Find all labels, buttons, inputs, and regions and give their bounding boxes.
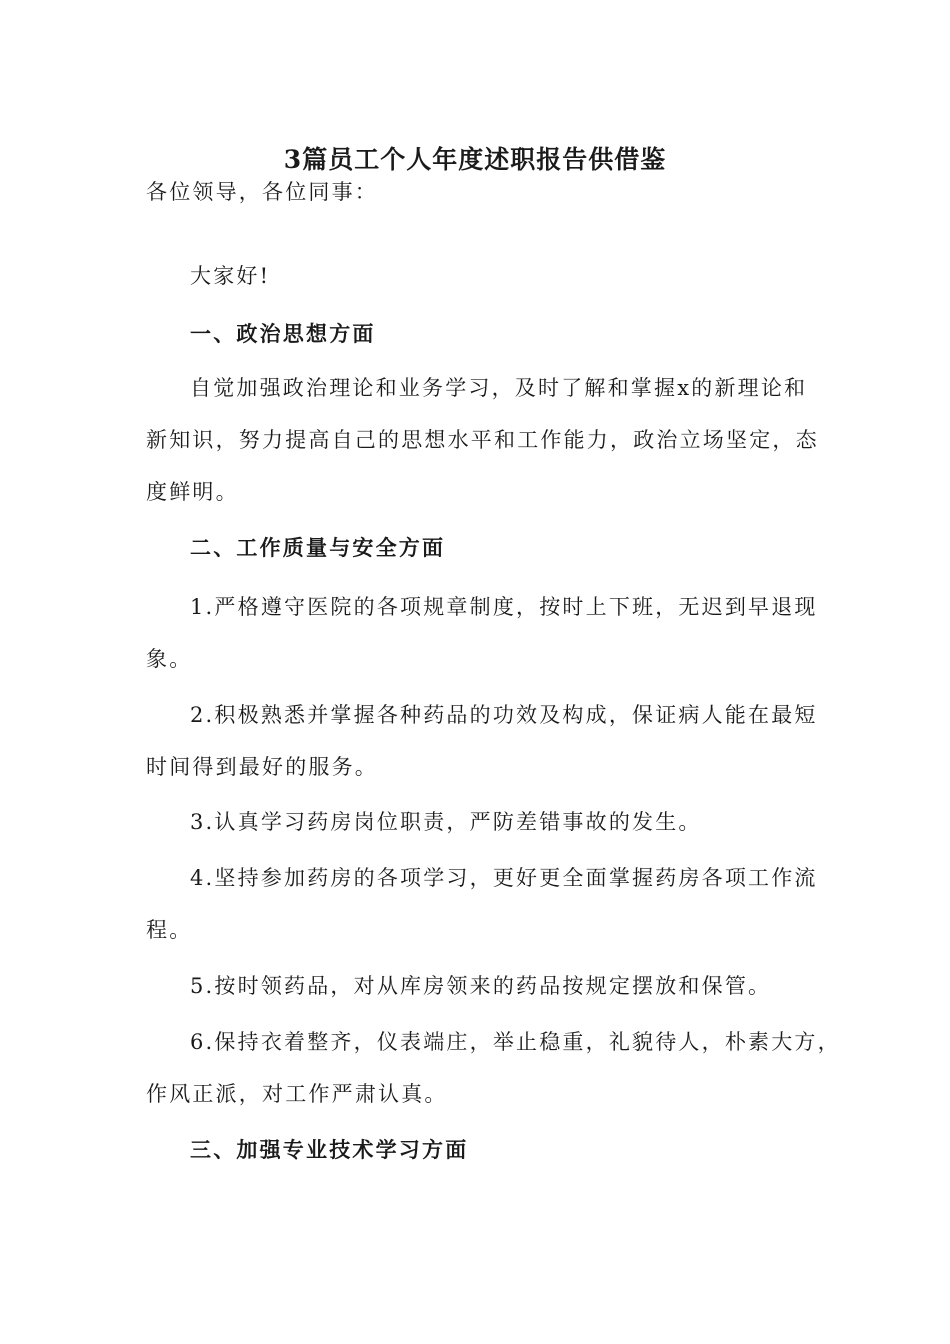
document-title: 3篇员工个人年度述职报告供借鉴 (283, 145, 667, 174)
list-item-line: 4.坚持参加药房的各项学习，更好更全面掌握药房各项工作流 (190, 866, 818, 890)
list-item-line: 作风正派，对工作严肃认真。 (146, 1082, 448, 1106)
salutation (146, 166, 806, 218)
section-heading-2 (190, 522, 806, 574)
list-item-line: 象。 (146, 647, 193, 671)
list-item-1 (146, 581, 818, 685)
list-item-5 (190, 960, 806, 1012)
section-heading-3 (190, 1124, 806, 1176)
list-item-line: 时间得到最好的服务。 (146, 755, 378, 779)
list-item-3 (190, 796, 806, 848)
section-heading-text: 三、加强专业技术学习方面 (190, 1137, 469, 1162)
list-item-line: 5.按时领药品，对从库房领来的药品按规定摆放和保管。 (190, 974, 772, 998)
salutation-text: 各位领导，各位同事： (146, 180, 378, 204)
list-item-6 (146, 1016, 841, 1120)
greeting-text: 大家好! (190, 264, 271, 288)
section-heading-text: 一、政治思想方面 (190, 321, 376, 346)
list-item-line: 6.保持衣着整齐，仪表端庄，举止稳重，礼貌待人，朴素大方， (190, 1030, 841, 1054)
list-item-line: 3.认真学习药房岗位职责，严防差错事故的发生。 (190, 810, 702, 834)
list-item-line: 1.严格遵守医院的各项规章制度，按时上下班，无迟到早退现 (190, 595, 818, 619)
paragraph-line: 新知识，努力提高自己的思想水平和工作能力，政治立场坚定，态 (146, 428, 819, 452)
list-item-line: 程。 (146, 918, 193, 942)
greeting (190, 250, 806, 302)
paragraph-line: 自觉加强政治理论和业务学习，及时了解和掌握x的新理论和 (190, 376, 808, 400)
list-item-line: 2.积极熟悉并掌握各种药品的功效及构成，保证病人能在最短 (190, 703, 818, 727)
section-heading-text: 二、工作质量与安全方面 (190, 535, 446, 560)
paragraph-line: 度鲜明。 (146, 480, 239, 504)
paragraph-political (146, 362, 819, 518)
section-heading-1 (190, 308, 806, 360)
list-item-4 (146, 852, 818, 956)
list-item-2 (146, 689, 818, 793)
